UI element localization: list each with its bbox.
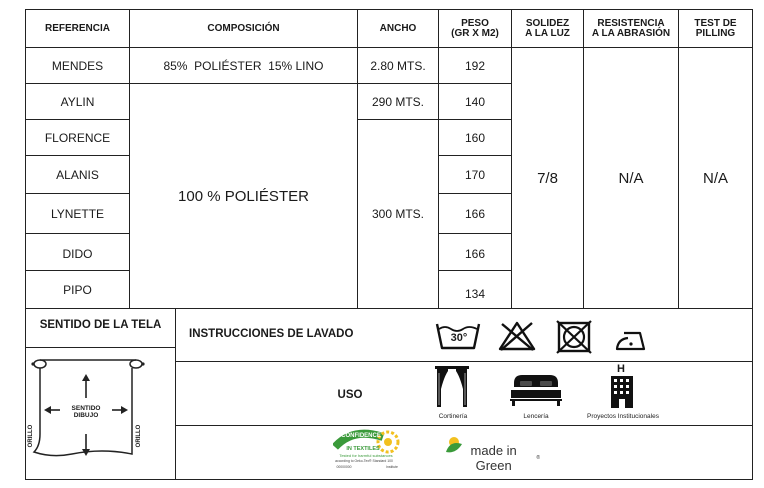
table-border-right	[752, 9, 753, 480]
roll-end-right	[130, 360, 142, 368]
cell-referencia-aylin: AYLIN	[60, 94, 95, 109]
oeko-tex-text-3: Tested for harmful substances	[339, 452, 393, 458]
row-line	[175, 361, 753, 362]
uso-item-lenceria: Lencería	[523, 412, 549, 420]
row-line	[25, 347, 176, 348]
cell-peso-alanis: 170	[464, 167, 486, 182]
oeko-tex-text-5: 00000000	[336, 464, 352, 469]
oeko-tex-text-4: according to Oeko-Tex® Standard 100	[335, 458, 393, 463]
curtain-icon	[434, 365, 470, 409]
table-border-bottom	[25, 479, 753, 480]
header-ancho: ANCHO	[379, 22, 417, 34]
uso-title: USO	[337, 389, 363, 401]
orillo-left: ORILLO	[28, 424, 34, 448]
cell-ancho-aylin: 290 MTS.	[371, 94, 425, 109]
iron-icon	[614, 330, 650, 352]
cell-resistencia: N/A	[618, 169, 644, 187]
oeko-tex-text-6: Institute	[386, 464, 398, 469]
cell-peso-dido: 166	[464, 247, 486, 261]
bed-icon	[510, 371, 562, 407]
sentido-label: SENTIDO DIBUJO	[71, 405, 101, 419]
cell-referencia-dido: DIDO	[62, 247, 93, 261]
wash-temp: 30°	[450, 332, 468, 344]
cell-composicion-mendes: 85% POLIÉSTER 15% LINO	[163, 58, 324, 73]
cell-referencia-pipo: PIPO	[63, 282, 92, 297]
cell-peso-pipo: 134	[464, 287, 486, 301]
cell-referencia-mendes: MENDES	[51, 58, 104, 73]
cell-pilling: N/A	[702, 169, 728, 187]
lavado-title: INSTRUCCIONES DE LAVADO	[189, 328, 354, 340]
roll-end-left	[34, 360, 46, 368]
cell-peso-aylin: 140	[464, 94, 486, 109]
header-pilling: TEST DE PILLING	[694, 17, 737, 39]
orillo-right: ORILLO	[136, 424, 142, 448]
header-peso: PESO (GR X M2)	[451, 17, 499, 39]
cell-ancho-mendes: 2.80 MTS.	[370, 58, 426, 73]
cell-peso-lynette: 166	[464, 206, 486, 221]
made-in-green-text: made in Green ®	[470, 443, 540, 473]
header-referencia: REFERENCIA	[44, 22, 110, 34]
cell-referencia-lynette: LYNETTE	[50, 206, 105, 221]
oeko-tex-text-1: CONFIDENCE	[341, 433, 381, 439]
cell-composicion-rest: 100 % POLIÉSTER	[178, 187, 309, 205]
building-icon	[610, 376, 634, 408]
header-resistencia: RESISTENCIA A LA ABRASIÓN	[591, 17, 671, 39]
cell-peso-florence: 160	[464, 130, 486, 145]
cell-ancho-rest: 300 MTS.	[371, 207, 425, 221]
uso-item-cortineria: Cortinería	[438, 412, 468, 420]
cell-referencia-florence: FLORENCE	[44, 130, 111, 145]
oeko-tex-text-2: IN TEXTILES	[346, 445, 380, 452]
no-bleach-icon	[497, 320, 537, 352]
header-solidez: SOLIDEZ A LA LUZ	[525, 17, 570, 39]
col-line	[175, 308, 176, 480]
building-letter: H	[617, 363, 625, 375]
row-line	[175, 425, 753, 426]
header-composicion: COMPOSICIÓN	[207, 22, 280, 34]
no-tumble-dry-icon	[556, 320, 592, 354]
cell-peso-mendes: 192	[464, 58, 486, 73]
sentido-title: SENTIDO DE LA TELA	[39, 319, 162, 331]
cell-solidez: 7/8	[537, 169, 558, 187]
cell-referencia-alanis: ALANIS	[56, 167, 99, 182]
uso-item-proyectos: Proyectos Institucionales	[587, 412, 659, 420]
